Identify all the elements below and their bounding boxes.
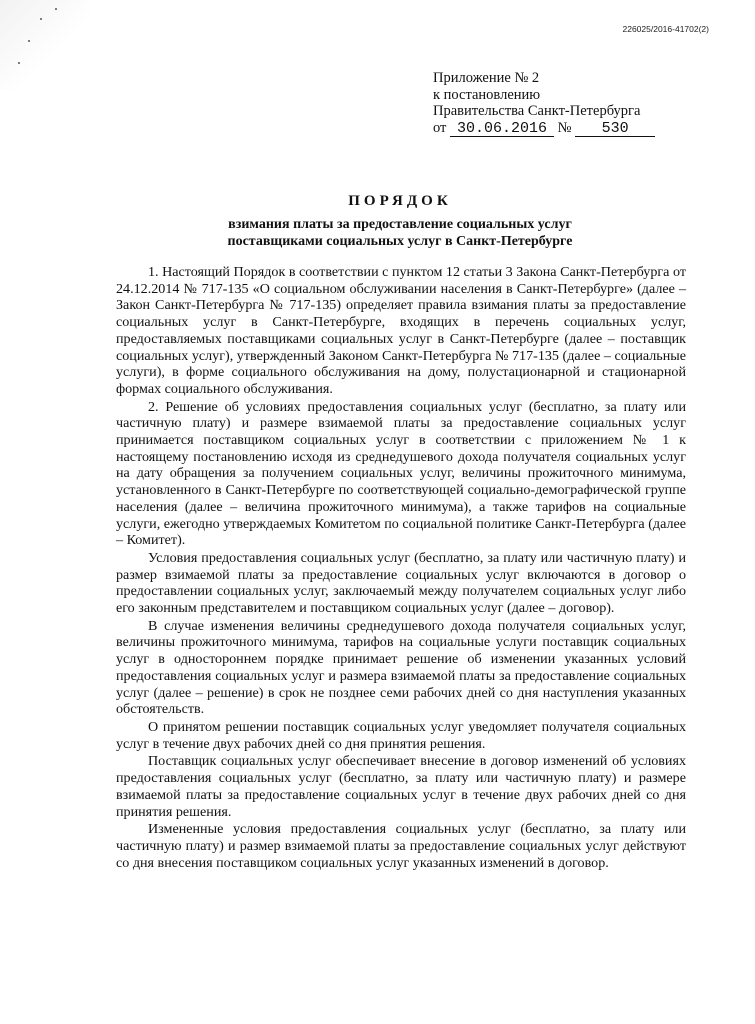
document-subtitle-line: взимания платы за предоставление социальных услуг: [228, 217, 572, 232]
resolution-date: 30.06.2016: [450, 121, 554, 137]
appendix-date-line: [433, 120, 663, 137]
appendix-line: к постановлению: [433, 86, 541, 103]
paragraph: 1. Настоящий Порядок в соответствии с пунктом 12 статьи 3 Закона Санкт-Петербурга от 24.12.2014 № 717-135 «О социальном обслуживании населения в Санкт-Петербурге» (далее – Закон Санкт-Петербурга № 717-135) определяет правила взимания платы за предоставление социальных услуг в Санкт-Петербурге, входящих в перечень социальных услуг, предоставляемых поставщиками социальных услуг в Санкт-Петербурге (далее – поставщик социальных услуг), утвержденный Законом Санкт-Петербурга № 717-135 (далее – социальные услуги), в форме социального обслуживания на дому, полустационарной и стационарной формах социального обслуживания.: [116, 264, 686, 397]
paragraph: Условия предоставления социальных услуг (бесплатно, за плату или частичную плату) и размер взимаемой платы за предоставление социальных услуг включаются в договор о предоставлении социальных услуг, заключаемый между получателем социальных услуг либо его законным представителем и поставщиком социальных услуг (далее – договор).: [116, 549, 686, 617]
document-number: 226025/2016-41702(2): [622, 24, 709, 34]
appendix-block: [433, 70, 663, 137]
document-subtitle-line: поставщиками социальных услуг в Санкт-Петербурге: [227, 234, 573, 249]
scan-shadow: [0, 0, 90, 90]
document-title: ПОРЯДОК: [348, 193, 452, 209]
paragraph: В случае изменения величины среднедушевого дохода получателя социальных услуг, величины прожиточного минимума, тарифов на социальные услуги поставщик социальных услуг в одностороннем порядке принимает решение об изменении указанных условий предоставления социальных услуг и размера взимаемой платы за предоставление социальных услуг (далее – решение) в срок не позднее семи рабочих дней со дня наступления указанных обстоятельств.: [116, 617, 686, 718]
paragraph: 2. Решение об условиях предоставления социальных услуг (бесплатно, за плату или частичную плату) и размере взимаемой платы за предоставление социальных услуг принимается поставщиком социальных услуг в соответствии с приложением № 1 к настоящему постановлению исходя из среднедушевого дохода получателя социальных услуг на дату обращения за получением социальных услуг, величины прожиточного минимума, установленного в Санкт-Петербурге по соответствующей социально-демографической группе населения (далее – величина прожиточного минимума), а также тарифов на социальные услуги, ежегодно утверждаемых Комитетом по социальной политике Санкт-Петербурга (далее – Комитет).: [116, 398, 686, 549]
paragraph: Поставщик социальных услуг обеспечивает внесение в договор изменений об условиях предоставления социальных услуг (бесплатно, за плату или частичную плату) и размере взимаемой платы за предоставление социальных услуг в течение двух рабочих дней со дня принятия решения.: [116, 753, 686, 820]
scan-speck: [40, 18, 42, 20]
appendix-line: Правительства Санкт-Петербурга: [433, 103, 641, 119]
document-title-block: [160, 193, 640, 250]
document-body: [116, 264, 686, 871]
appendix-line: Приложение № 2: [433, 70, 540, 86]
scan-speck: [55, 8, 57, 10]
scan-speck: [18, 62, 20, 64]
number-sign: №: [557, 119, 572, 136]
date-prefix: от: [433, 119, 447, 136]
scan-speck: [28, 40, 30, 42]
paragraph: Измененные условия предоставления социальных услуг (бесплатно, за плату или частичную плату) и размер взимаемой платы за предоставление социальных услуг действуют со дня внесения поставщиком социальных услуг указанных изменений в договор.: [116, 821, 686, 871]
resolution-number: 530: [575, 121, 655, 137]
paragraph: О принятом решении поставщик социальных услуг уведомляет получателя социальных услуг в течение двух рабочих дней со дня принятия решения.: [116, 718, 686, 752]
